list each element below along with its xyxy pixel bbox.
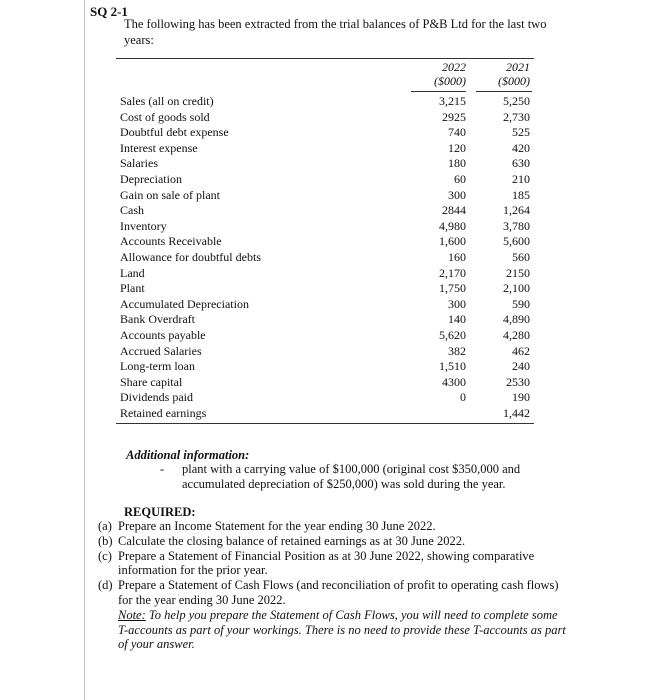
table-row <box>116 219 534 235</box>
row-label: Plant <box>120 281 145 296</box>
row-label: Depreciation <box>120 171 182 186</box>
row-label: Cost of goods sold <box>120 109 210 124</box>
table-row <box>116 172 534 188</box>
row-value-2021: 420 <box>512 140 530 155</box>
row-value-2022: 2925 <box>442 109 466 124</box>
row-value-2021: 590 <box>512 296 530 311</box>
row-value-2022: 1,510 <box>439 359 466 374</box>
row-value-2021: 5,600 <box>503 234 530 249</box>
row-value-2021: 210 <box>512 171 530 186</box>
row-value-2021: 2,730 <box>503 109 530 124</box>
row-value-2021: 525 <box>512 125 530 140</box>
row-value-2022: 160 <box>448 249 466 264</box>
note-label: Note: <box>118 607 146 622</box>
row-label: Cash <box>120 203 144 218</box>
row-value-2021: 4,890 <box>503 312 530 327</box>
table-row <box>116 94 534 110</box>
row-value-2022: 300 <box>448 187 466 202</box>
required-item-c <box>98 549 568 579</box>
header-2021-unit: ($000) <box>498 74 530 88</box>
table-row <box>116 281 534 297</box>
bullet-dash: - <box>160 462 165 476</box>
header-2022 <box>406 60 466 88</box>
table-row <box>116 312 534 328</box>
row-value-2021: 630 <box>512 156 530 171</box>
row-value-2022: 2,170 <box>439 265 466 280</box>
row-value-2022: 120 <box>448 140 466 155</box>
row-label: Accounts Receivable <box>120 234 222 249</box>
note-text: To help you prepare the Statement of Cash Flows, you will need to complete some T-accounts as part of your workings. There is no need to provide these T-accounts as part of your answer. <box>118 607 566 652</box>
row-value-2022: 4,980 <box>439 218 466 233</box>
row-value-2021: 1,264 <box>503 203 530 218</box>
table-row <box>116 375 534 391</box>
item-text: Prepare a Statement of Financial Position as at 30 June 2022, showing comparative information for the prior year. <box>118 548 535 578</box>
item-letter: (a) <box>98 519 112 533</box>
item-letter: (b) <box>98 533 113 548</box>
table-top-rule <box>116 58 534 59</box>
table-row <box>116 297 534 313</box>
table-row <box>116 156 534 172</box>
row-value-2021: 462 <box>512 343 530 358</box>
header-2022-unit: ($000) <box>434 74 466 88</box>
header-2021 <box>470 60 530 88</box>
row-label: Retained earnings <box>120 405 207 420</box>
row-value-2022: 382 <box>448 343 466 358</box>
row-value-2022: 140 <box>448 312 466 327</box>
row-label: Share capital <box>120 374 183 389</box>
row-value-2021: 190 <box>512 390 530 405</box>
table-rows <box>116 94 534 421</box>
header-2022-rule <box>411 91 466 92</box>
row-label: Allowance for doubtful debts <box>120 249 261 264</box>
row-value-2021: 560 <box>512 249 530 264</box>
table-row <box>116 141 534 157</box>
row-value-2022: 740 <box>448 125 466 140</box>
header-2021-rule <box>476 91 532 92</box>
table-row <box>116 203 534 219</box>
row-label: Accrued Salaries <box>120 343 202 358</box>
additional-info-heading: Additional information: <box>126 448 250 462</box>
row-value-2022: 5,620 <box>439 327 466 342</box>
required-note <box>98 608 568 652</box>
item-text: Prepare an Income Statement for the year ending 30 June 2022. <box>118 519 436 533</box>
row-label: Bank Overdraft <box>120 312 195 327</box>
row-value-2021: 5,250 <box>503 94 530 108</box>
question-id: SQ 2-1 <box>90 4 128 19</box>
header-2022-year: 2022 <box>442 60 466 74</box>
row-value-2021: 2150 <box>506 265 530 280</box>
table-row <box>116 110 534 126</box>
row-label: Gain on sale of plant <box>120 187 220 202</box>
table-row <box>116 406 534 422</box>
row-value-2022: 3,215 <box>439 94 466 108</box>
intro-text: The following has been extracted from the trial balances of P&B Ltd for the last two years: <box>124 17 547 47</box>
row-value-2022: 180 <box>448 156 466 171</box>
table-bottom-rule <box>116 423 534 424</box>
row-label: Inventory <box>120 218 167 233</box>
header-2021-year: 2021 <box>506 60 530 74</box>
table-row <box>116 250 534 266</box>
required-item-a <box>98 519 568 534</box>
row-label: Sales (all on credit) <box>120 94 214 108</box>
row-value-2021: 4,280 <box>503 327 530 342</box>
row-value-2022: 300 <box>448 296 466 311</box>
row-value-2021: 3,780 <box>503 218 530 233</box>
row-label: Accounts payable <box>120 327 206 342</box>
row-value-2022: 4300 <box>442 374 466 389</box>
table-row <box>116 234 534 250</box>
row-label: Dividends paid <box>120 390 193 405</box>
bullet-text: plant with a carrying value of $100,000 (original cost $350,000 and accumulated depreciation of $250,000) was sold during the year. <box>182 462 521 491</box>
row-label: Interest expense <box>120 140 198 155</box>
item-letter: (c) <box>98 548 112 563</box>
required-heading: REQUIRED: <box>124 505 196 519</box>
row-value-2021: 2530 <box>506 374 530 389</box>
row-value-2022: 0 <box>460 390 466 405</box>
item-text: Prepare a Statement of Cash Flows (and reconciliation of profit to operating cash flows) for the year ending 30 June 2022. <box>118 578 559 607</box>
table-row <box>116 125 534 141</box>
row-value-2022: 2844 <box>442 203 466 218</box>
table-row <box>116 188 534 204</box>
required-list <box>98 519 568 652</box>
table-row <box>116 359 534 375</box>
required-item-b <box>98 534 568 549</box>
row-value-2022: 1,750 <box>439 281 466 296</box>
row-label: Doubtful debt expense <box>120 125 229 140</box>
row-value-2021: 185 <box>512 187 530 202</box>
row-value-2022: 1,600 <box>439 234 466 249</box>
row-value-2021: 2,100 <box>503 281 530 296</box>
item-text: Calculate the closing balance of retained earnings as at 30 June 2022. <box>118 533 466 548</box>
table-row <box>116 328 534 344</box>
required-item-d <box>98 578 568 608</box>
row-label: Land <box>120 265 145 280</box>
item-letter: (d) <box>98 578 113 593</box>
table-row <box>116 344 534 360</box>
row-value-2022: 60 <box>454 171 466 186</box>
row-label: Accumulated Depreciation <box>120 296 249 311</box>
row-value-2021: 240 <box>512 359 530 374</box>
table-row <box>116 390 534 406</box>
row-label: Salaries <box>120 156 158 171</box>
row-label: Long-term loan <box>120 359 195 374</box>
row-value-2021: 1,442 <box>503 405 530 420</box>
table-row <box>116 266 534 282</box>
